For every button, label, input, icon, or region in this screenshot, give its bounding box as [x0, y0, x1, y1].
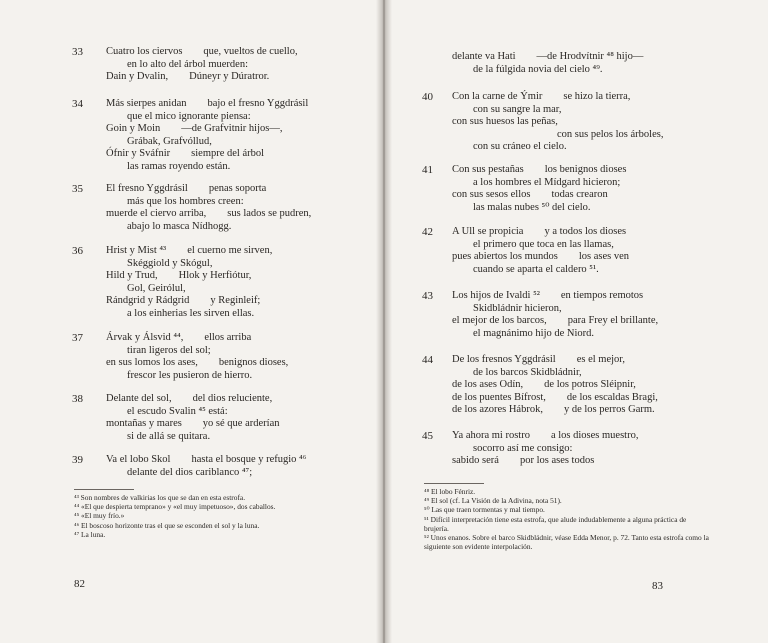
verse-line: el escudo Svalin ⁴⁵ está: — [106, 405, 228, 417]
verse-line: las ramas royendo están. — [106, 160, 231, 172]
stanza-number: 33 — [72, 46, 83, 58]
footnote-rule — [424, 483, 484, 484]
verse-line: Skidbládnir hicieron, — [452, 302, 562, 314]
stanza-41 — [452, 164, 626, 214]
verse-line: con sus sesos ellos todas crearon — [452, 189, 608, 200]
verse-line: las malas nubes ⁵⁰ del cielo. — [452, 201, 591, 213]
verse-line: cuando se aparta el caldero ⁵¹. — [452, 263, 599, 275]
stanza-45 — [452, 430, 638, 468]
stanza-33 — [106, 46, 298, 84]
stanza-number: 40 — [422, 91, 433, 103]
stanza-38 — [106, 393, 280, 443]
verse-line: Grábak, Grafvóllud, — [106, 135, 212, 147]
verse-line: a los hombres el Mídgard hicieron; — [452, 176, 621, 188]
verse-line: el magnánimo hijo de Niord. — [452, 327, 595, 339]
verse-line: de los ases Odín, de los potros Sléipnir, — [452, 379, 636, 390]
verse-line: con su cráneo el cielo. — [452, 141, 567, 152]
verse-line: Goin y Moin —de Grafvitnir hijos—, — [106, 123, 283, 134]
verse-line: en sus lomos los ases, benignos dioses, — [106, 357, 289, 368]
verse-line: Más sierpes anidan bajo el fresno Yggdrásil — [106, 98, 309, 109]
verse-line: de los azores Hábrok, y de los perros Garm. — [452, 404, 655, 415]
verse-line: montañas y mares yo sé que arderían — [106, 418, 280, 429]
stanza-number: 38 — [72, 393, 83, 405]
verse-line: con sus pelos los árboles, — [452, 128, 664, 140]
footnote-rule — [74, 489, 134, 490]
stanza-number: 45 — [422, 430, 433, 442]
verse-line: más que los hombres creen: — [106, 195, 244, 207]
stanza-number: 36 — [72, 245, 83, 257]
footnote: ⁴⁷ La luna. — [74, 529, 106, 539]
footnote: ⁴⁵ «El muy frío.» — [74, 511, 125, 521]
verse-line: Delante del sol, del dios reluciente, — [106, 393, 273, 404]
verse-line: Cuatro los ciervos que, vueltos de cuello, — [106, 46, 298, 57]
verse-line: El fresno Yggdrásil penas soporta — [106, 183, 267, 194]
verse-line: Con sus pestañas los benignos dioses — [452, 164, 627, 175]
stanza-number: 39 — [72, 454, 83, 466]
verse-line: de los puentes Bífrost, de los escaldas Bragi, — [452, 391, 658, 403]
stanza-number: 35 — [72, 183, 83, 195]
stanza-40 — [452, 91, 663, 154]
verse-line: el mejor de los barcos, para Frey el brillante, — [452, 315, 659, 326]
verse-line: muerde el ciervo arriba, sus lados se pudren, — [106, 208, 312, 219]
verse-line: de la fúlgida novia del cielo ⁴⁹. — [452, 63, 603, 75]
verse-line: el primero que toca en las llamas, — [452, 238, 614, 250]
page-number: 82 — [74, 578, 85, 590]
stanza-number: 34 — [72, 98, 83, 110]
verse-line: Ya ahora mi rostro a los dioses muestro, — [452, 430, 639, 441]
stanza-34 — [106, 98, 308, 173]
verse-line: Va el lobo Skol hasta el bosque y refugio ⁴⁶ — [106, 454, 307, 465]
verse-line: frescor les pusieron de hierro. — [106, 369, 253, 381]
footnote: ⁴⁸ El lobo Fénriz. — [424, 487, 476, 496]
verse-line: con sus huesos las peñas, — [452, 116, 558, 127]
footnote: ⁴⁴ «El que despierta temprano» y «el muy impetuoso», dos caballos. — [74, 502, 276, 512]
verse-line: Gol, Geirólul, — [106, 282, 186, 294]
verse-line: Con la carne de Ýmir se hizo la tierra, — [452, 91, 631, 102]
stanza-37 — [106, 332, 288, 382]
stanza-36 — [106, 245, 272, 320]
footnotes — [74, 493, 359, 539]
stanza-number: 44 — [422, 354, 433, 366]
stanza-number: 37 — [72, 332, 83, 344]
verse-line: pues abiertos los mundos los ases ven — [452, 251, 630, 262]
right-page — [384, 0, 768, 643]
stanza-39 — [106, 454, 306, 479]
verse-line: sabido será por los ases todos — [452, 455, 595, 466]
stanza-42 — [452, 226, 629, 276]
stanza-number: 43 — [422, 290, 433, 302]
stanza-number: 42 — [422, 226, 433, 238]
verse-line: A Ull se propicia y a todos los dioses — [452, 226, 627, 237]
verse-line: en lo alto del árbol muerden: — [106, 58, 249, 70]
footnote: ⁴³ Son nombres de valkirias los que se dan en esta estrofa. — [74, 493, 246, 502]
stanza-43 — [452, 290, 658, 340]
stanza-44 — [452, 354, 658, 417]
verse-line: delante del dios cariblanco ⁴⁷; — [106, 466, 253, 478]
verse-line: Skéggiold y Skógul, — [106, 257, 213, 269]
book-gutter — [376, 0, 392, 643]
footnote: ⁵⁰ Las que traen tormentas y mal tiempo. — [424, 505, 545, 515]
footnotes — [424, 487, 709, 551]
verse-line: Dain y Dvalin, Dúneyr y Dúratror. — [106, 71, 270, 82]
stanza-number: 41 — [422, 164, 433, 176]
verse-line: tiran ligeros del sol; — [106, 344, 211, 356]
verse-line: a los einherias les sirven ellas. — [106, 307, 255, 319]
verse-line: Árvak y Álsvid ⁴⁴, ellos arriba — [106, 332, 252, 343]
verse-line: Los hijos de Ivaldi ⁵² en tiempos remotos — [452, 290, 644, 301]
verse-line: Ófnir y Sváfnir siempre del árbol — [106, 148, 265, 159]
stanza-39-continued — [452, 51, 643, 76]
verse-line: Rándgrid y Rádgrid y Reginleif; — [106, 295, 261, 306]
verse-line: que el mico ignorante piensa: — [106, 110, 251, 122]
stanza-35 — [106, 183, 311, 233]
footnote: ⁴⁶ El boscoso horizonte tras el que se esconden el sol y la luna. — [74, 520, 260, 530]
verse-line: abajo lo masca Nídhogg. — [106, 220, 232, 232]
footnote: ⁴⁹ El sol (cf. La Visión de la Adivina, nota 51). — [424, 496, 562, 506]
page-number: 83 — [652, 580, 663, 592]
footnote: ⁵² Unos enanos. Sobre el barco Skidbládnir, véase Edda Menor, p. 72. Tanto esta estrofa como la siguiente son evidente interpolación. — [424, 533, 709, 552]
verse-line: De los fresnos Yggdrásil es el mejor, — [452, 354, 625, 365]
verse-line: delante va Hati —de Hrodvítnir ⁴⁸ hijo— — [452, 51, 644, 62]
verse-line: de los barcos Skidbládnir, — [452, 366, 582, 378]
verse-line: si de allá se quitara. — [106, 430, 211, 442]
footnote: ⁵¹ Difícil interpretación tiene esta estrofa, que alude indudablemente a alguna práctica de brujería. — [424, 514, 687, 533]
verse-line: con su sangre la mar, — [452, 103, 562, 115]
verse-line: socorro así me consigo: — [452, 442, 573, 454]
verse-line: Hrist y Mist ⁴³ el cuerno me sirven, — [106, 245, 273, 256]
verse-line: Hild y Trud, Hlok y Herfiótur, — [106, 270, 252, 281]
